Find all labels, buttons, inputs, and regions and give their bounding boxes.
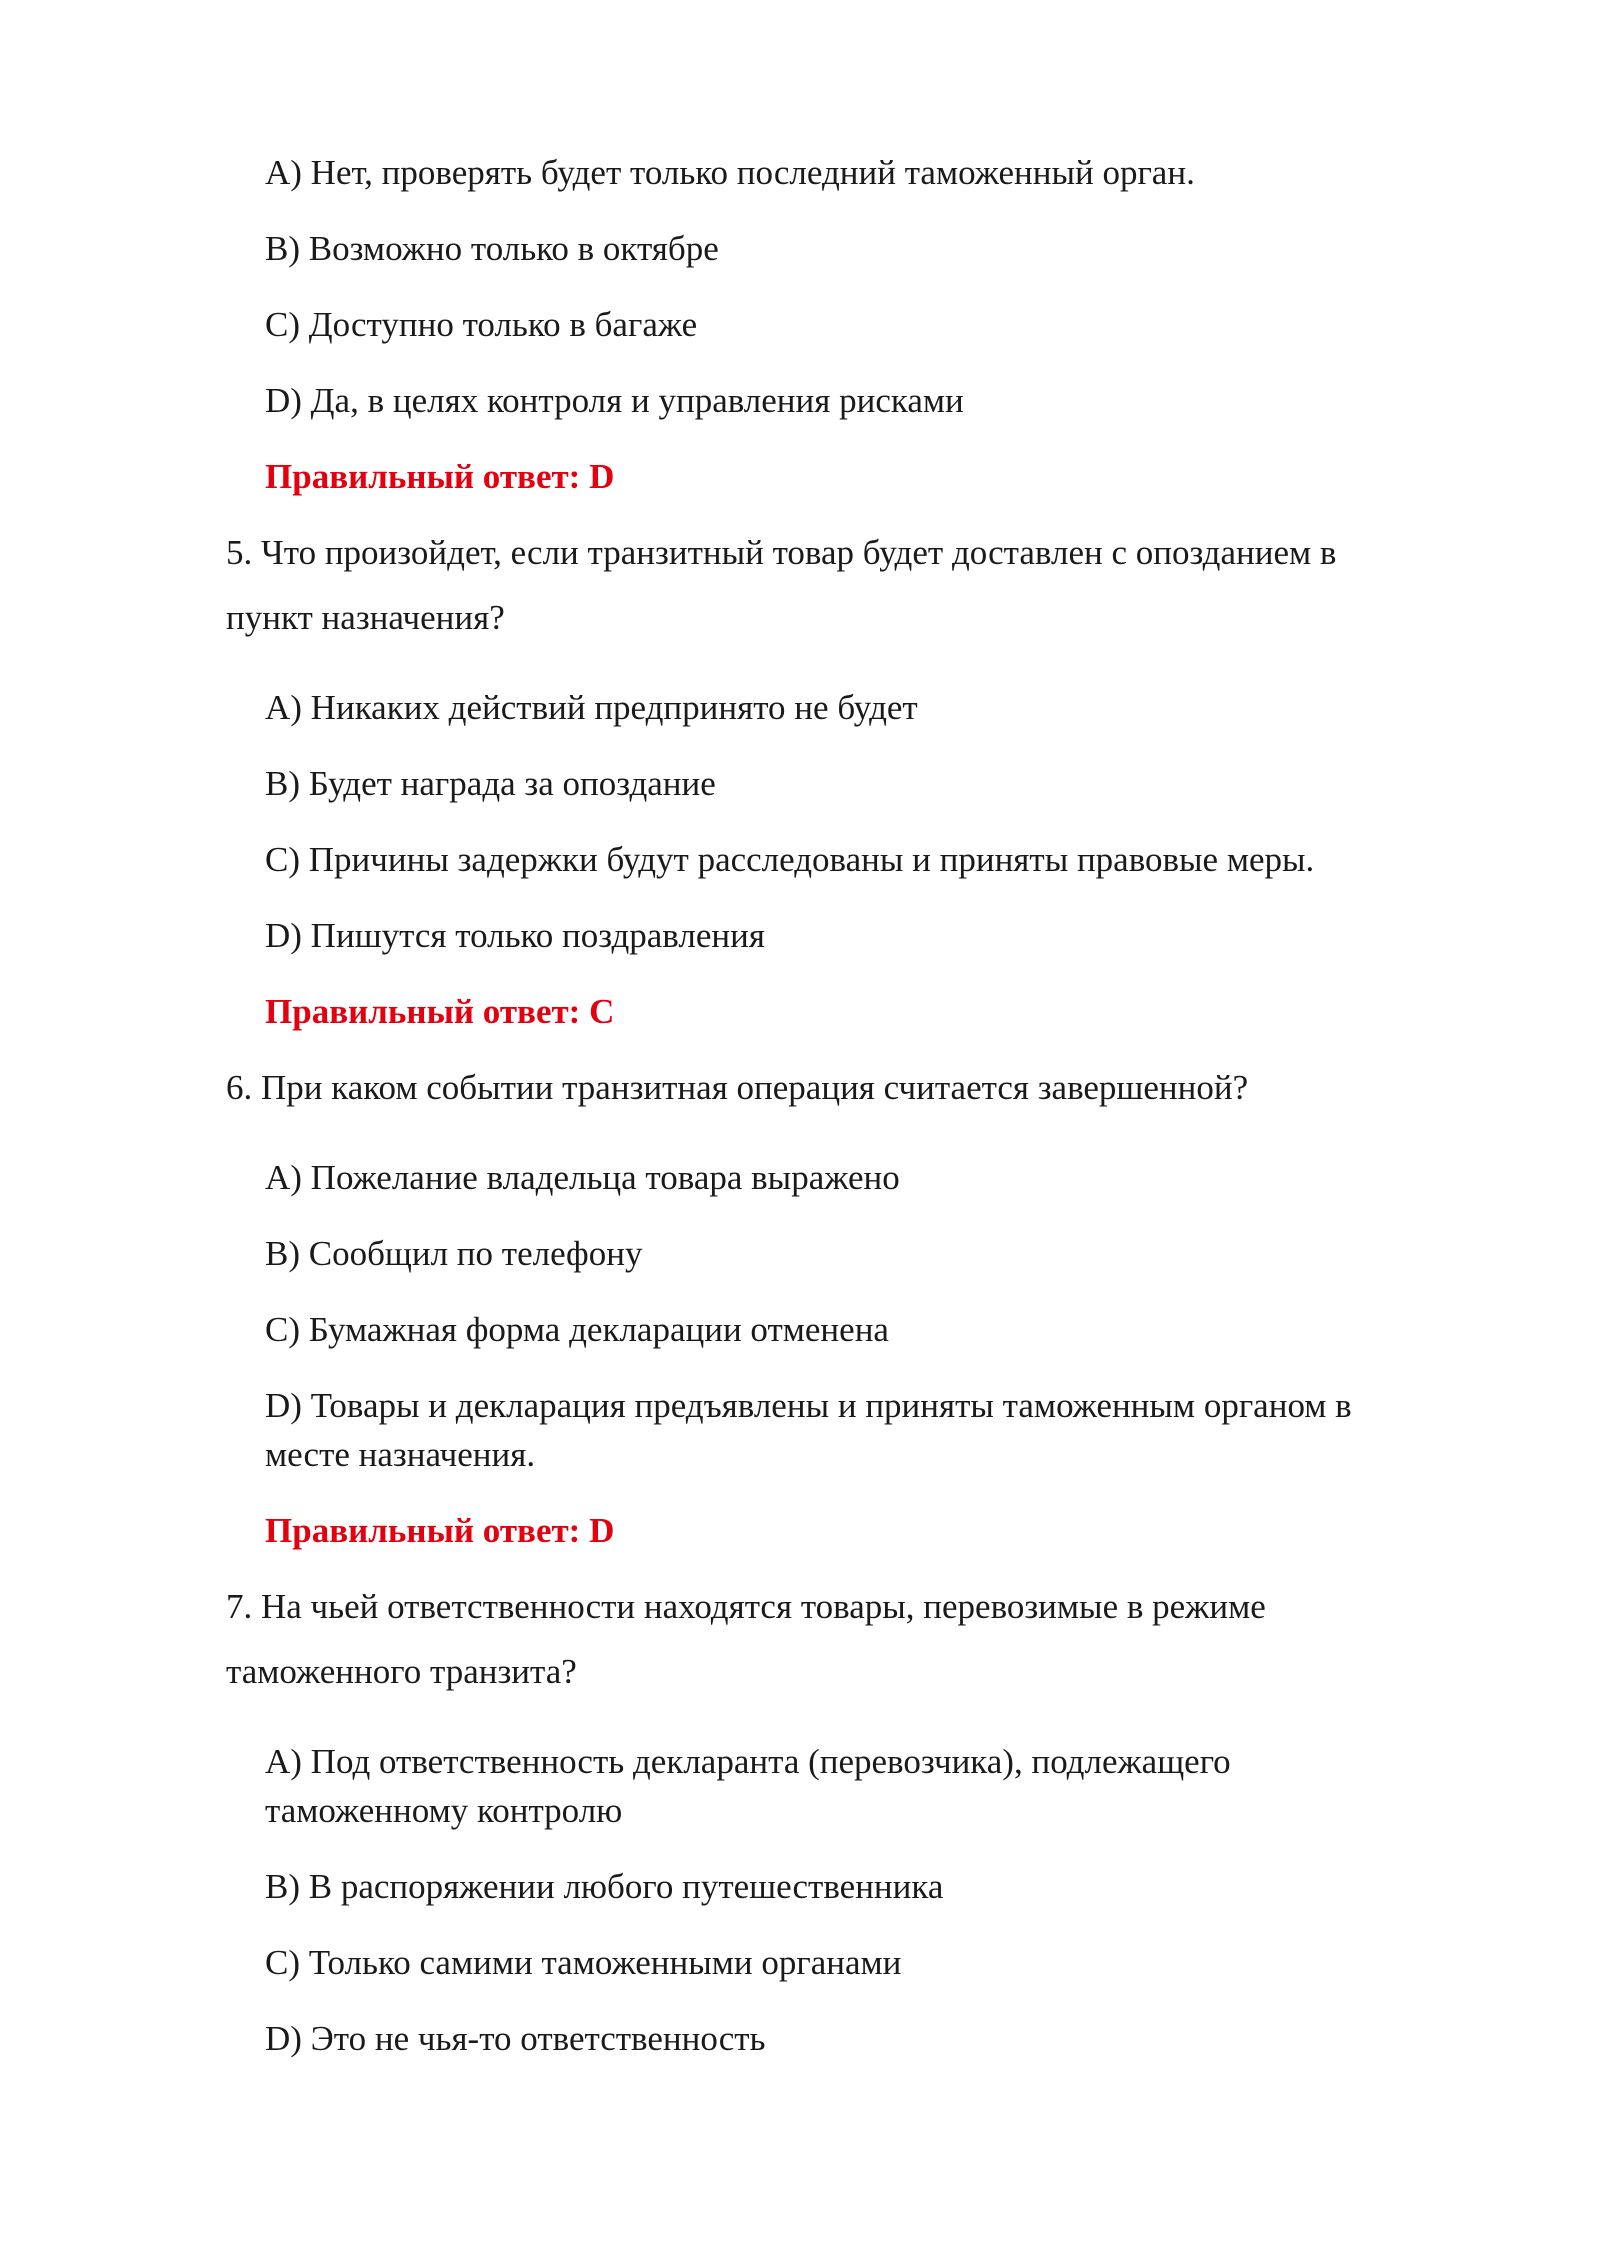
q4-option-d: D) Да, в целях контроля и управления рисками: [265, 381, 964, 420]
q5-option-d: D) Пишутся только поздравления: [265, 916, 765, 955]
q5-option-c: C) Причины задержки будут расследованы и приняты правовые меры.: [265, 840, 1315, 879]
q4-option-b: B) Возможно только в октябре: [265, 229, 719, 268]
q7-option-a-line1: A) Под ответственность декларанта (перевозчика), подлежащего: [265, 1742, 1231, 1781]
q7-text-line1: 7. На чьей ответственности находятся товары, перевозимые в режиме: [226, 1587, 1266, 1626]
q6-correct-answer: Правильный ответ: D: [265, 1511, 615, 1550]
q5-option-b: B) Будет награда за опоздание: [265, 764, 716, 803]
q7-text-line2: таможенного транзита?: [226, 1652, 577, 1691]
q4-option-c: C) Доступно только в багаже: [265, 305, 698, 344]
q7-option-d: D) Это не чья-то ответственность: [265, 2019, 766, 2058]
q5-text-line2: пункт назначения?: [226, 598, 505, 637]
q7-option-a-line2: таможенному контролю: [265, 1791, 623, 1830]
q5-option-a: A) Никаких действий предпринято не будет: [265, 688, 918, 727]
q7-option-c: C) Только самими таможенными органами: [265, 1943, 902, 1982]
q6-option-c: C) Бумажная форма декларации отменена: [265, 1310, 889, 1349]
q6-text-line1: 6. При каком событии транзитная операция считается завершенной?: [226, 1068, 1249, 1107]
q6-option-a: A) Пожелание владельца товара выражено: [265, 1158, 900, 1197]
q5-text-line1: 5. Что произойдет, если транзитный товар будет доставлен с опозданием в: [226, 533, 1337, 572]
q6-option-d-line1: D) Товары и декларация предъявлены и приняты таможенным органом в: [265, 1386, 1352, 1425]
q6-option-b: B) Сообщил по телефону: [265, 1234, 643, 1273]
q6-option-d-line2: месте назначения.: [265, 1435, 536, 1474]
q7-option-b: B) В распоряжении любого путешественника: [265, 1867, 944, 1906]
q4-correct-answer: Правильный ответ: D: [265, 457, 615, 496]
q5-correct-answer: Правильный ответ: C: [265, 992, 615, 1031]
q4-option-a: A) Нет, проверять будет только последний таможенный орган.: [265, 153, 1195, 192]
